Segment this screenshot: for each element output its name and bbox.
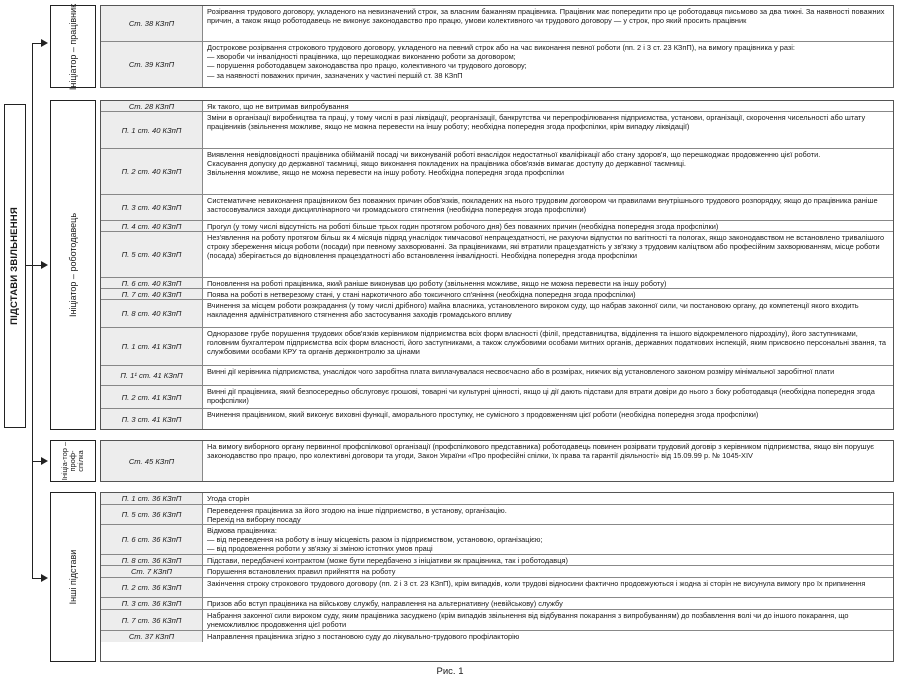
row-text: Поновлення на роботі працівника, який раніше виконував цю роботу (звільнення можливе, якщо не можна перевести на іншу роботу) [207,279,667,288]
article-ref: П. 8 ст. 36 КЗпП [101,555,203,565]
article-ref: П. 5 ст. 36 КЗпП [101,505,203,524]
row-text: Поява на роботі в нетверезому стані, у стані наркотичного або токсичного сп'яніння (необхідна попередня згода профспілки) [207,290,636,299]
article-ref: Ст. 28 КЗпП [101,101,203,111]
initiator-employer-box [50,100,96,430]
row-text: Як такого, що не витримав випробування [207,102,349,111]
row-text: Порушення встановлених правил прийняття на роботу [207,567,396,576]
table-row [101,441,893,481]
arrow-3-icon [41,457,48,465]
article-ref: Ст. 38 КЗпП [101,6,203,41]
initiator-union-group [100,440,894,482]
row-text: Набрання законної сили вироком суду, яким працівника засуджено (крім випадків звільнення від відбування покарання з випробуванням) до позбавлення волі чи до іншого покарання, що унеможливлює продовження цієї роботи [207,611,849,630]
initiator-employee-box [50,5,96,88]
trunk-line [32,43,33,578]
table-row [101,6,893,41]
row-text: Підстави, передбачені контрактом (може бути передбачено з ініціативи як працівника, так і роботодавця) [207,556,568,565]
article-ref: П. 2 ст. 36 КЗпП [101,578,203,597]
row-text: Винні дії працівника, який безпосередньо обслуговує грошові, товарні чи культурні цінності, якщо ці дії дають підстави для втрати довіри до нього з боку роботодавця (необхідна попередня згода профспілки) [207,387,875,406]
initiator-employee-group [100,5,894,88]
other-grounds-group [100,492,894,662]
group-title: Ініціа-тор – проф-спілка [60,441,85,481]
row-text: Виявлення невідповідності працівника обійманій посаді чи виконуваній роботі внаслідок недостатньої кваліфікації або стану здоров'я, що перешкоджає продовженню цієї роботи. Скасування допуску до державної таємниці, якщо виконання покладених на працівника обов'язків вимагає доступу до державної таємниці. Звільнення можливе, якщо не можна перевести на іншу роботу. Необхідна попередня згода профспілки [207,150,821,178]
article-ref: Ст. 37 КЗпП [101,631,203,642]
article-ref: П. 3 ст. 36 КЗпП [101,598,203,609]
table-row [101,327,893,365]
article-ref: П. 1 ст. 36 КЗпП [101,493,203,504]
table-row [101,504,893,524]
table-row [101,554,893,565]
article-ref: П. 6 ст. 40 КЗпП [101,278,203,288]
table-row [101,288,893,299]
table-row [101,231,893,277]
table-row [101,299,893,327]
row-text: Направлення працівника згідно з постановою суду до лікувально-трудового профілакторію [207,632,520,641]
table-row [101,597,893,609]
article-ref: П. 8 ст. 40 КЗпП [101,300,203,327]
row-text: Дострокове розірвання строкового трудового договору, укладеного на певний строк або на час виконання певної роботи (пп. 2 і 3 ст. 23 КЗпП), на вимогу працівника у разі: — хвороби чи інвалідності працівника, що перешкоджає виконанню роботи за договором; — порушення роботодавцем законодавства про працю, колективного чи трудового договору; — за наявності поважних причин, зазначених у частині першій ст. 38 КЗпП [207,43,795,80]
row-text: Нез'явлення на роботу протягом більш як 4 місяців підряд унаслідок тимчасової непрацездатності, не рахуючи відпустки по вагітності та пологах, якщо законодавством не встановлено тривалішого строку збереження місця роботи (посади) при певному захворюванні. За працівниками, які втратили працездатність у зв'язку з трудовим каліцтвом або професійним захворюванням, місце роботи (посада) зберігається до відновлення працездатності або встановлення інвалідності. Необхідна попередня згода профспілки [207,233,885,261]
row-text: Призов або вступ працівника на військову службу, направлення на альтернативну (невійськову) службу [207,599,563,608]
row-text: Вчинення за місцем роботи розкрадання (у тому числі дрібного) майна власника, установленого вироком суду, що набрав законної сили, чи постановою органу, до компетенції якого входить накладення адміністративного стягнення або застосування заходів громадського впливу [207,301,859,320]
article-ref: П. 1¹ ст. 41 КЗпП [101,366,203,385]
article-ref: П. 1 ст. 40 КЗпП [101,112,203,148]
row-text: Вчинення працівником, який виконує виховні функції, аморального проступку, не сумісного з продовженням цієї роботи (необхідна попередня згода профспілки) [207,410,759,419]
article-ref: Ст. 39 КЗпП [101,42,203,87]
table-row [101,630,893,642]
article-ref: Ст. 7 КЗпП [101,566,203,577]
row-text: Переведення працівника за його згодою на інше підприємство, в установу, організацію. Перехід на виборну посаду [207,506,507,524]
table-row [101,41,893,87]
table-row [101,524,893,554]
arrow-1-icon [41,39,48,47]
table-row [101,101,893,111]
table-row [101,609,893,630]
table-row [101,194,893,220]
article-ref: П. 7 ст. 36 КЗпП [101,610,203,630]
article-ref: П. 2 ст. 40 КЗпП [101,149,203,194]
table-row [101,220,893,231]
row-text: Винні дії керівника підприємства, унаслідок чого заробітна плата виплачувалася несвоєчасно або в розмірах, нижчих від установленого законом розміру мінімальної заробітної плати [207,367,835,376]
table-row [101,148,893,194]
root-label: ПІДСТАВИ ЗВІЛЬНЕННЯ [9,207,20,325]
figure-caption: Рис. 1 [436,666,464,677]
table-row [101,385,893,408]
article-ref: П. 4 ст. 40 КЗпП [101,221,203,231]
article-ref: П. 1 ст. 41 КЗпП [101,328,203,365]
article-ref: П. 5 ст. 40 КЗпП [101,232,203,277]
row-text: Одноразове грубе порушення трудових обов'язків керівником підприємства всіх форм власності (філії, представництва, відділення та іншого відокремленого підрозділу), його заступниками, головним бухгалтером підприємства всіх форм власності, його заступниками, а також службовими особами митних органів, державних податкових інспекцій, яким присвоєно персональні звання, та службовими особами КРУ та органів держконтролю за цінами [207,329,887,357]
article-ref: П. 3 ст. 41 КЗпП [101,409,203,429]
table-row [101,365,893,385]
row-text: Систематичне невиконання працівником без поважних причин обов'язків, покладених на нього трудовим договором чи правилами внутрішнього трудового розпорядку, якщо до працівника раніше застосовувалися заходи дисциплінарного чи громадського стягнення (необхідна попередня згода профспілки) [207,196,878,215]
other-grounds-box [50,492,96,662]
row-text: На вимогу виборного органу первинної профспілкової організації (профспілкового представника) роботодавець повинен розірвати трудовий договір з керівником підприємства, якщо він порушує законодавство про працю, про колективні договори та угоди, Закон України «Про професійні спілки, їх права та гарантії діяльності» від 15.09.99 р. № 1045-XIV [207,442,875,461]
group-title: Ініціатор – роботодавець [68,212,78,318]
table-row [101,577,893,597]
row-text: Розірвання трудового договору, укладеного на невизначений строк, за власним бажанням працівника. Працівник має попередити про це роботодавця письмово за два тижні. За наявності поважних причин, а також якщо роботодавець не виконує законодавство про працю, умови колективного чи трудового договору — у строк, про який просить працівник [207,7,885,26]
table-row [101,493,893,504]
article-ref: П. 3 ст. 40 КЗпП [101,195,203,220]
row-text: Прогул (у тому числі відсутність на роботі більше трьох годин протягом робочого дня) без поважних причин (необхідна попередня згода профспілки) [207,222,719,231]
table-row [101,408,893,429]
article-ref: П. 6 ст. 36 КЗпП [101,525,203,554]
arrow-2-icon [41,261,48,269]
article-ref: П. 2 ст. 41 КЗпП [101,386,203,408]
group-title: Інші підстави [68,549,78,605]
group-title: Ініціатор – працівник [68,3,78,90]
initiator-union-box [50,440,96,482]
row-text: Закінчення строку строкового трудового договору (пп. 2 і 3 ст. 23 КЗпП), крім випадків, коли трудові відносини фактично продовжуються і жодна зі сторін не висунула вимогу про їх припинення [207,579,866,588]
table-row [101,565,893,577]
row-text: Угода сторін [207,494,250,503]
row-text: Відмова працівника: — від переведення на роботу в іншу місцевість разом із підприємством, установою, організацією; — від продовження роботи у зв'язку зі зміною істотних умов праці [207,526,543,554]
article-ref: П. 7 ст. 40 КЗпП [101,289,203,299]
arrow-4-icon [41,574,48,582]
row-text: Зміни в організації виробництва та праці, у тому числі в разі ліквідації, реорганізації, банкрутства чи перепрофілювання підприємства, установи, організації, скорочення чисельності або штату працівників (звільнення можливе, якщо не можна перевести на іншу роботу; необхідна попередня згода профспілки, крім випадку ліквідації) [207,113,866,132]
root-label-box [4,104,26,428]
table-row [101,277,893,288]
initiator-employer-group [100,100,894,430]
table-row [101,111,893,148]
article-ref: Ст. 45 КЗпП [101,441,203,481]
